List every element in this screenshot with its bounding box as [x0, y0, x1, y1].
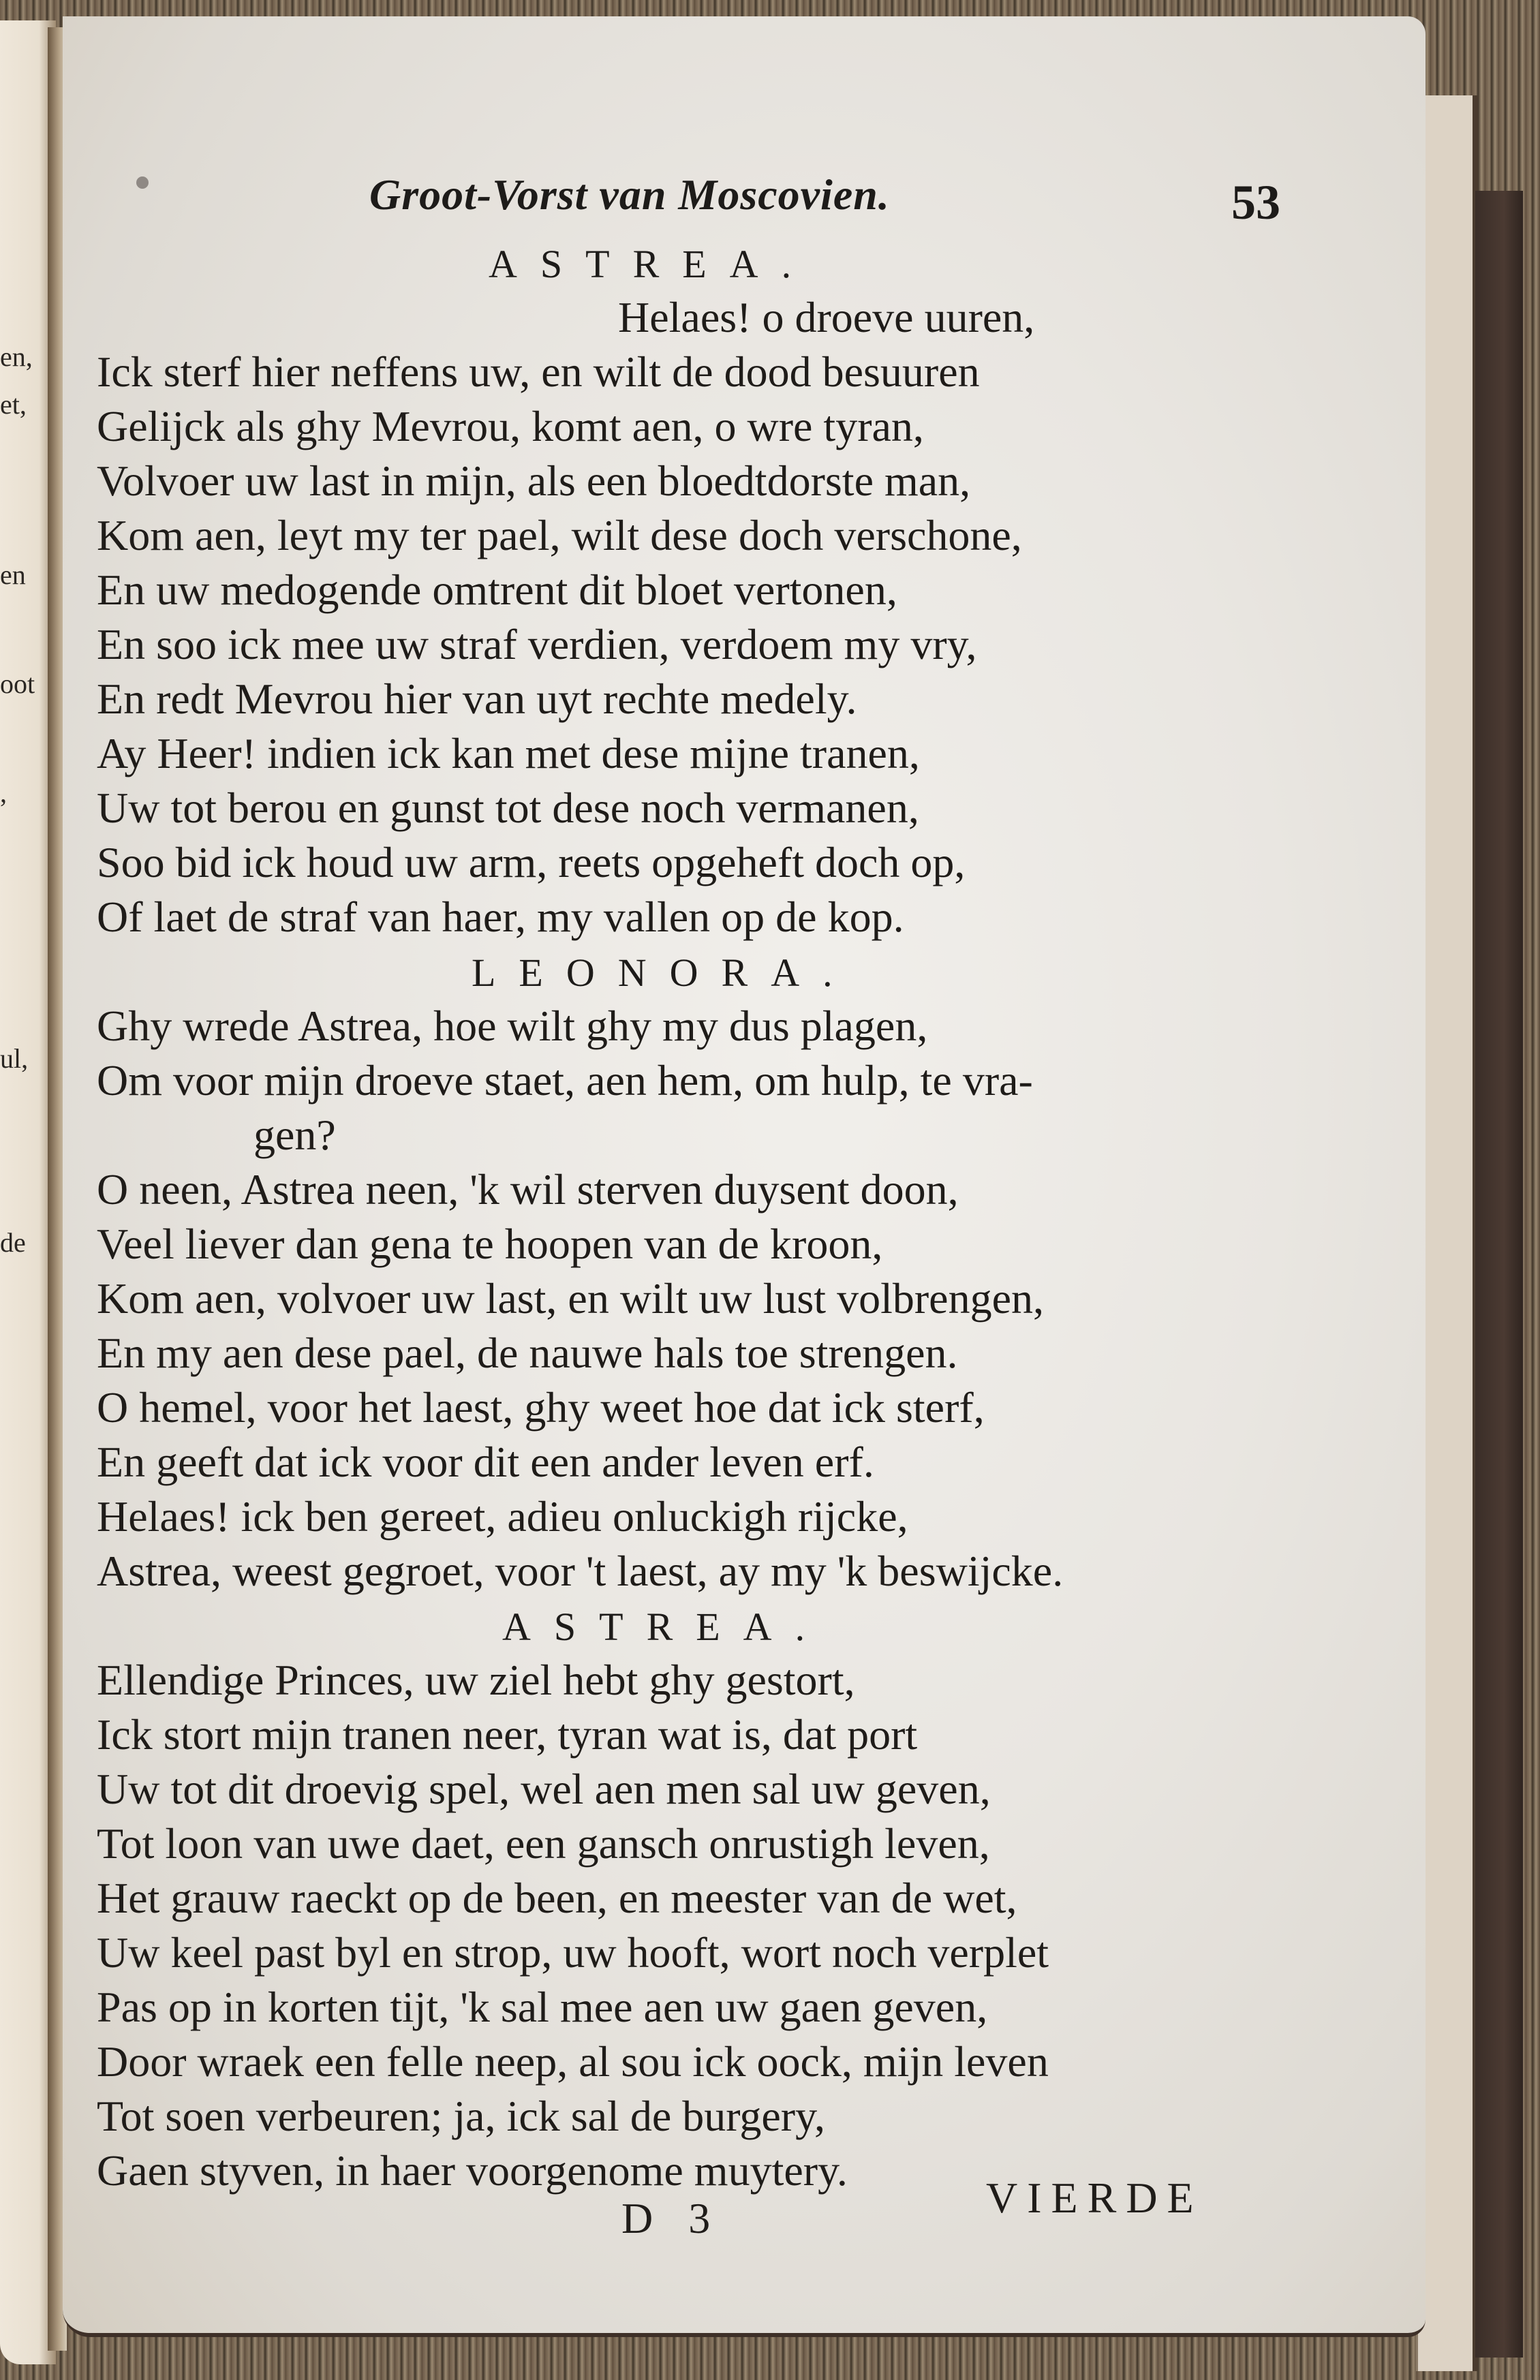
- verse-line: O neen, Astrea neen, 'k wil sterven duysent doon,: [97, 1165, 959, 1214]
- previous-page-fragment: de: [0, 1227, 26, 1258]
- speaker-heading: ASTREA.: [502, 1605, 829, 1649]
- verse-line: Gaen styven, in haer voorgenome muytery.: [97, 2146, 848, 2195]
- verse-line: Kom aen, leyt my ter pael, wilt dese doch verschone,: [97, 511, 1022, 559]
- verse-line: Of laet de straf van haer, my vallen op de kop.: [97, 893, 904, 941]
- previous-page-fragment: et,: [0, 389, 27, 420]
- verse-line: Uw keel past byl en strop, uw hooft, wort noch verplet: [97, 1928, 1049, 1977]
- verse-line: Ick stort mijn tranen neer, tyran wat is, dat port: [97, 1710, 918, 1759]
- verse-line: Gelijck als ghy Mevrou, komt aen, o wre tyran,: [97, 402, 924, 450]
- verse-line: Ellendige Princes, uw ziel hebt ghy gestort,: [97, 1656, 855, 1704]
- speaker-heading: ASTREA.: [489, 242, 815, 286]
- previous-page-fragment: oot: [0, 668, 35, 699]
- previous-page-fragment: en,: [0, 341, 33, 372]
- verse-line: Het grauw raeckt op de been, en meester van de wet,: [97, 1874, 1017, 1922]
- verse-line: Door wraek een felle neep, al sou ick oock, mijn leven: [97, 2037, 1049, 2086]
- verse-line: Pas op in korten tijt, 'k sal mee aen uw gaen geven,: [97, 1983, 988, 2031]
- verse-line: Uw tot dit droevig spel, wel aen men sal uw geven,: [97, 1765, 991, 1813]
- signature-mark: D 3: [621, 2194, 723, 2242]
- speaker-heading: LEONORA.: [472, 951, 856, 995]
- verse-line: Kom aen, volvoer uw last, en wilt uw lust volbrengen,: [97, 1274, 1044, 1323]
- verse-line: Ghy wrede Astrea, hoe wilt ghy my dus plagen,: [97, 1002, 928, 1050]
- verse-line: En redt Mevrou hier van uyt rechte medely.: [97, 675, 857, 723]
- page-number: 53: [1231, 175, 1280, 230]
- verse-line: En soo ick mee uw straf verdien, verdoem my vry,: [97, 620, 977, 668]
- book-page: [63, 16, 1426, 2337]
- verse-line: Helaes! o droeve uuren,: [618, 293, 1035, 341]
- previous-page-fragment: ul,: [0, 1043, 29, 1074]
- verse-line: Ick sterf hier neffens uw, en wilt de dood besuuren: [97, 347, 980, 396]
- verse-line: O hemel, voor het laest, ghy weet hoe dat ick sterf,: [97, 1383, 985, 1432]
- verse-line: En uw medogende omtrent dit bloet vertonen,: [97, 566, 897, 614]
- verse-line: Tot soen verbeuren; ja, ick sal de burgery,: [97, 2092, 825, 2140]
- verse-line: Helaes! ick ben gereet, adieu onluckigh rijcke,: [97, 1492, 908, 1541]
- verse-line: Tot loon van uwe daet, een gansch onrustigh leven,: [97, 1819, 990, 1868]
- previous-page-fragment: ,: [0, 777, 7, 808]
- book-cover-edge: [1475, 191, 1523, 2358]
- ink-speck: [136, 176, 149, 189]
- verse-line: En geeft dat ick voor dit een ander leven erf.: [97, 1438, 874, 1486]
- previous-page-fragment: en: [0, 559, 26, 590]
- verse-line: En my aen dese pael, de nauwe hals toe strengen.: [97, 1329, 958, 1377]
- verse-line: Astrea, weest gegroet, voor 't laest, ay my 'k beswijcke.: [97, 1547, 1064, 1595]
- verse-line: Ay Heer! indien ick kan met dese mijne tranen,: [97, 729, 920, 777]
- verse-line: gen?: [253, 1111, 336, 1159]
- verse-line: Veel liever dan gena te hoopen van de kroon,: [97, 1220, 883, 1268]
- verse-line: Uw tot berou en gunst tot dese noch vermanen,: [97, 784, 919, 832]
- running-title: Groot-Vorst van Moscovien.: [369, 170, 890, 219]
- verse-line: Om voor mijn droeve staet, aen hem, om hulp, te vra-: [97, 1056, 1033, 1104]
- verse-line: Soo bid ick houd uw arm, reets opgeheft doch op,: [97, 838, 966, 886]
- verse-line: Volvoer uw last in mijn, als een bloedtdorste man,: [97, 457, 971, 505]
- catchword: VIERDE: [986, 2174, 1203, 2222]
